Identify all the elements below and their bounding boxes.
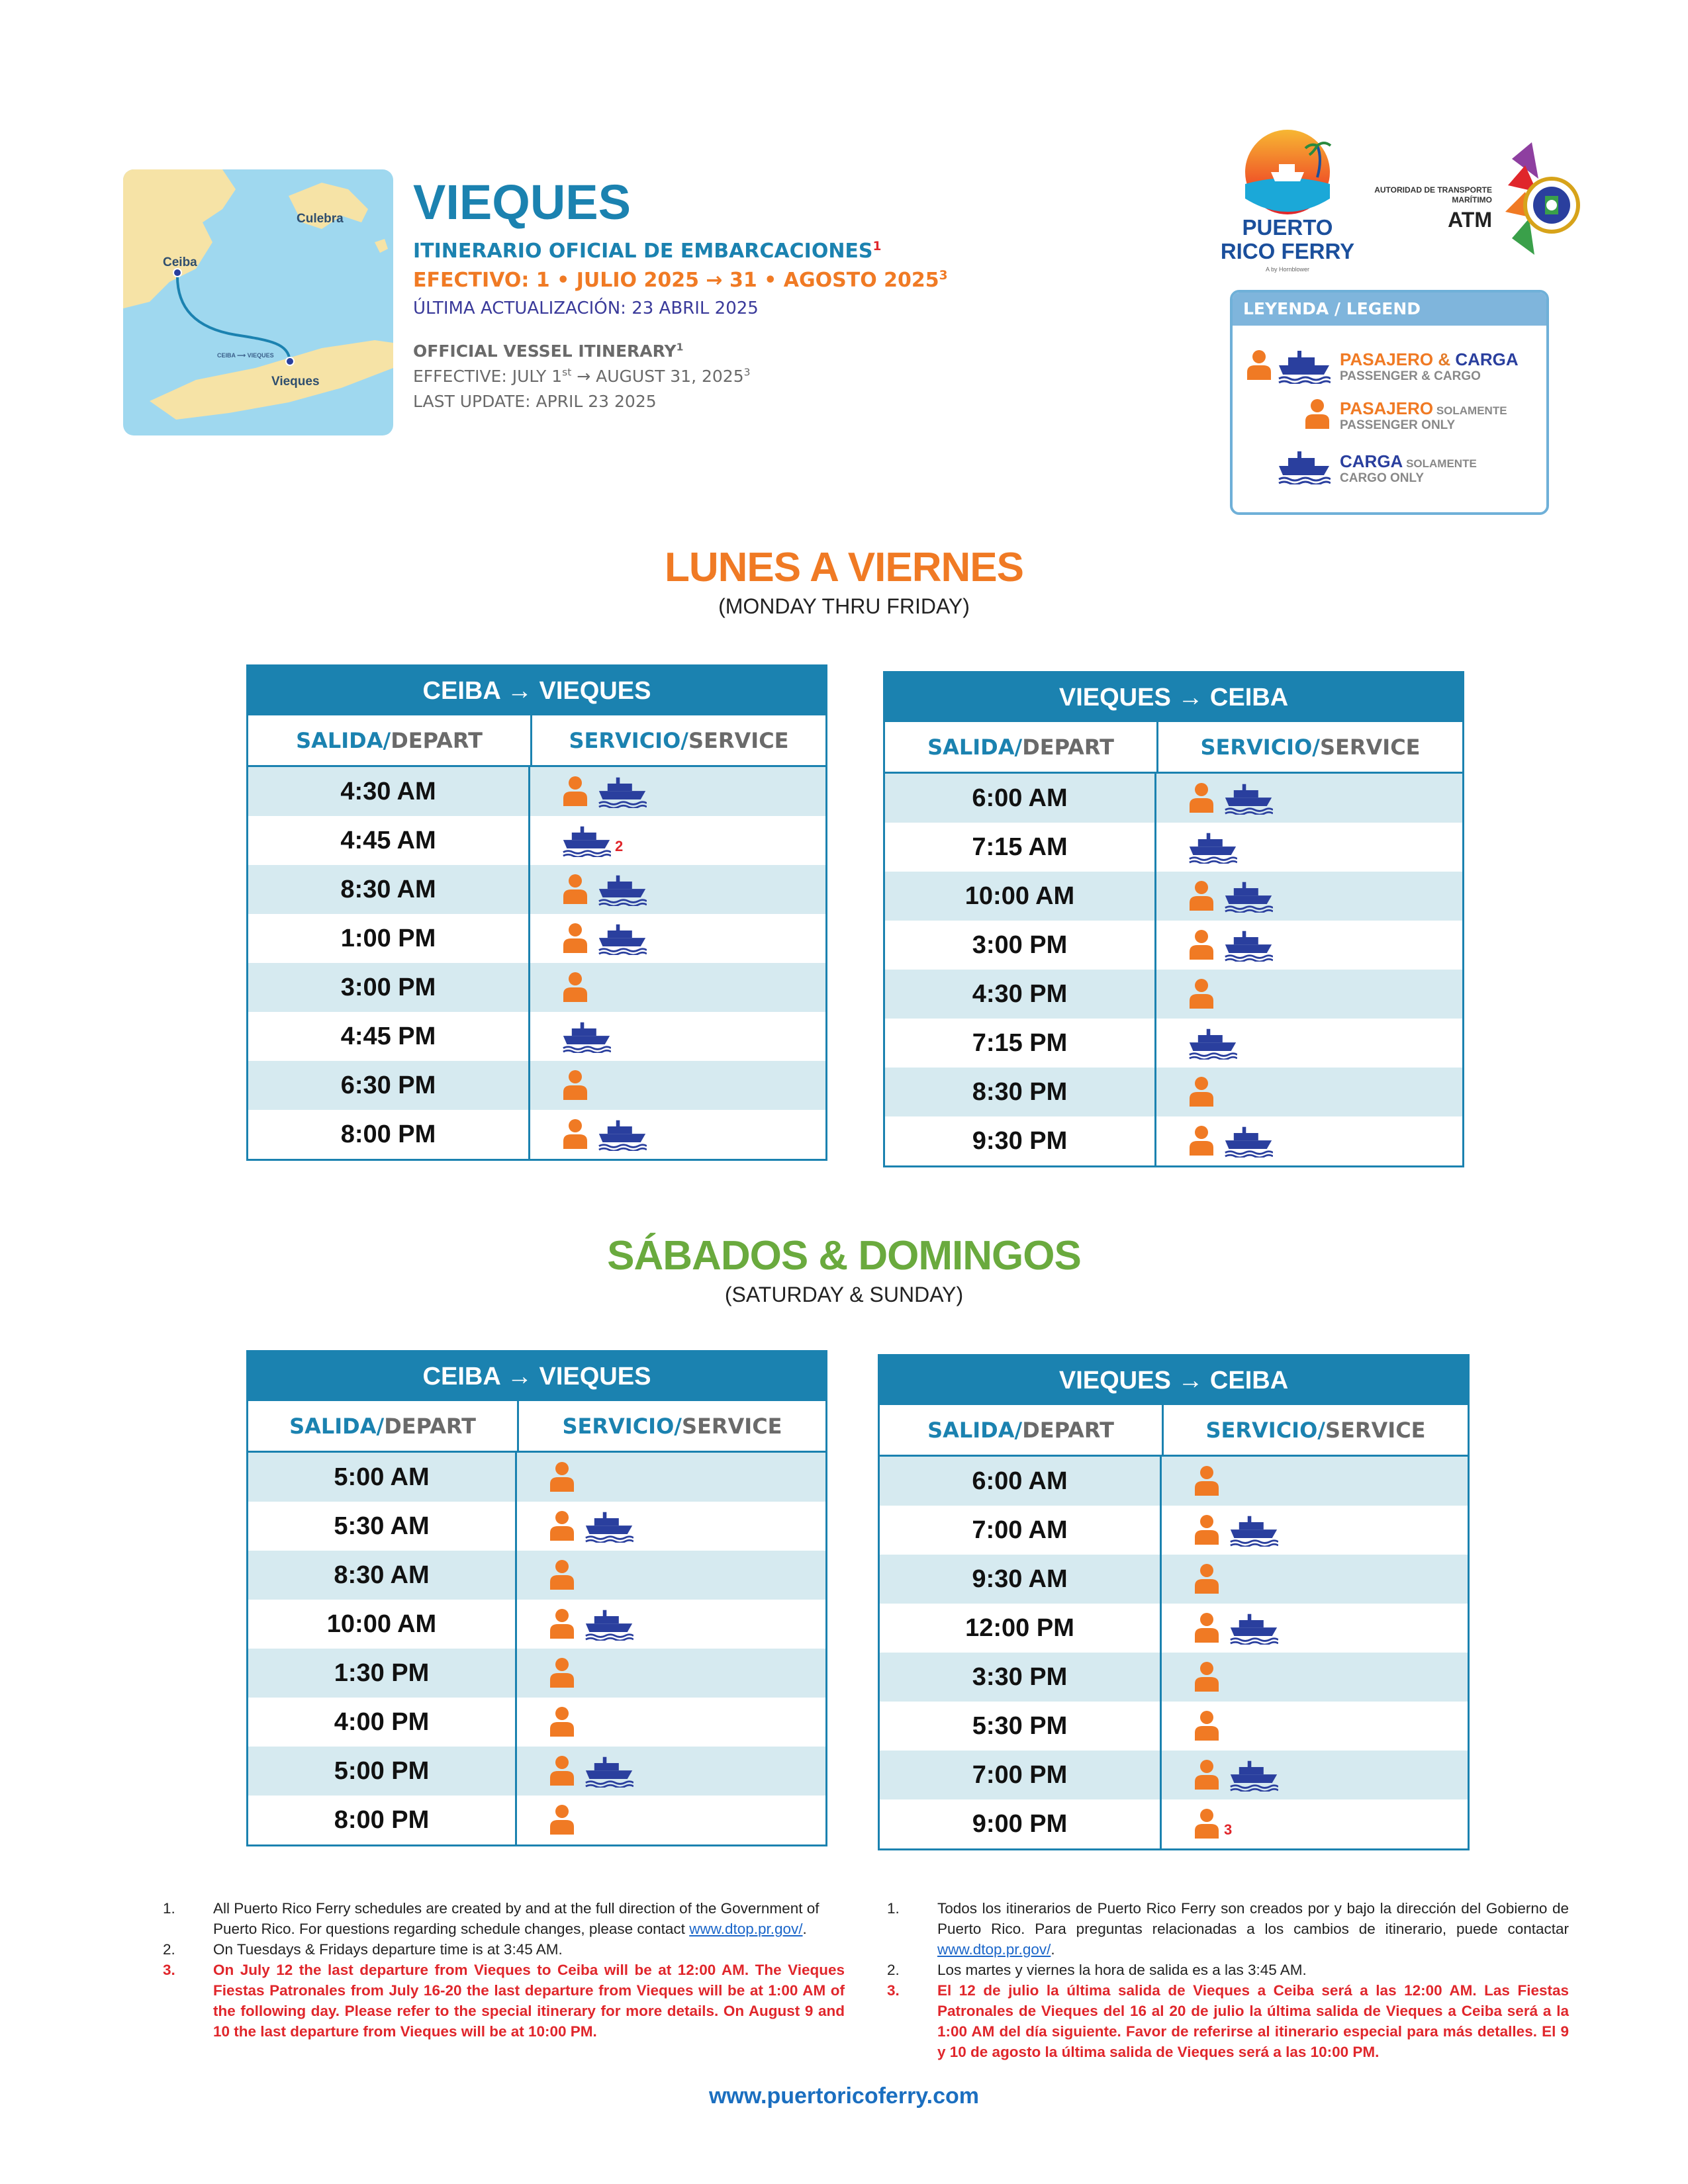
passenger-icon: [562, 972, 588, 1003]
departure-time: 12:00 PM: [880, 1604, 1162, 1653]
prf-logo-text: PUERTO RICO FERRY: [1220, 215, 1355, 263]
footnote-1: 1. All Puerto Rico Ferry schedules are created by and at the full direction of the Government of Puerto Rico. For questions regarding schedule changes, please contact www.dtop.pr.gov/.: [163, 1900, 820, 1937]
effective-en: EFFECTIVE: JULY 1st → AUGUST 31, 2025$^3$: [413, 366, 751, 386]
table-row: [248, 1600, 825, 1649]
update-es: ÚLTIMA ACTUALIZACIÓN: 23 ABRIL 2025: [413, 298, 759, 318]
footnotes-en: [163, 1898, 845, 2042]
passenger-icon: [1188, 1125, 1215, 1157]
service-cell: [1156, 970, 1215, 1019]
table-row: [248, 1796, 825, 1844]
table-row: [248, 1698, 825, 1747]
map-label-route: CEIBA ⟶ VIEQUES: [217, 352, 274, 359]
col-service-header: SERVICIO / SERVICE: [1156, 722, 1462, 772]
dtop-link[interactable]: www.dtop.pr.gov/: [937, 1941, 1051, 1958]
table-row: [248, 1012, 825, 1061]
departure-time: 3:00 PM: [885, 921, 1156, 970]
puerto-rico-ferry-logo: [1218, 126, 1357, 285]
service-cell: [1162, 1506, 1278, 1555]
cargo-ship-icon: [1278, 449, 1331, 484]
service-cell: [1162, 1457, 1220, 1506]
footnote-ref: 2: [615, 838, 624, 854]
passenger-icon: [1246, 349, 1272, 381]
legend-title: LEYENDA / LEGEND: [1233, 293, 1546, 326]
weekday-title: LUNES A VIERNES: [665, 545, 1023, 590]
departure-time: 8:30 AM: [248, 865, 530, 914]
cargo-ship-icon: [1229, 1514, 1278, 1547]
table-row: [248, 1551, 825, 1600]
passenger-icon: [1194, 1808, 1220, 1840]
passenger-icon: [1188, 929, 1215, 961]
cargo-ship-icon: [1224, 1124, 1273, 1158]
effective-es: EFECTIVO: 1 • JULIO 2025 → 31 • AGOSTO 2025$^3$: [413, 269, 948, 292]
table-row: [885, 872, 1462, 921]
service-cell: [1156, 1116, 1273, 1165]
departure-time: 10:00 AM: [885, 872, 1156, 921]
footnote-3: 3. El 12 de julio la última salida de Vieques a Ceiba será a las 12:00 AM. Las Fiestas Patronales de Vieques del 16 al 20 de julio la última salida de Vieques a Ceiba será a la 1:00 AM del día siguiente. Favor de referirse al itinerario especial para más detalles. El 9 y 10 de agosto la última salida de Vieques será a las 10:00 PM.: [887, 1982, 1569, 2060]
footnote-2: 2. On Tuesdays & Fridays departure time is at 3:45 AM.: [163, 1941, 563, 1958]
legend-both-label: PASAJERO & CARGA: [1340, 349, 1519, 369]
map-label-culebra: Culebra: [297, 212, 344, 226]
departure-time: 3:00 PM: [248, 963, 530, 1012]
table-row: [248, 914, 825, 963]
footnote-ref: 3: [1224, 1821, 1233, 1838]
table-row: [885, 921, 1462, 970]
table-header-row: [248, 715, 825, 767]
cargo-ship-icon: [1224, 929, 1273, 962]
service-cell: [530, 767, 647, 816]
atm-logo: [1357, 139, 1595, 271]
table-row: [880, 1653, 1468, 1702]
departure-time: 4:45 PM: [248, 1012, 530, 1061]
passenger-icon: [549, 1657, 575, 1689]
col-depart-header: SALIDA / DEPART: [927, 1417, 1114, 1443]
route-map: [123, 169, 393, 435]
passenger-icon: [562, 776, 588, 807]
passenger-icon: [549, 1510, 575, 1542]
legend-cargo-label: CARGA SOLAMENTE: [1340, 451, 1477, 471]
service-cell: [1162, 1702, 1220, 1751]
service-cell: [517, 1649, 575, 1698]
cargo-ship-icon: [562, 824, 611, 857]
service-cell: [1156, 774, 1273, 823]
table-title: CEIBA → VIEQUES: [248, 1352, 825, 1401]
title-block: [413, 177, 1009, 414]
passenger-icon: [549, 1608, 575, 1640]
departure-time: 7:15 PM: [885, 1019, 1156, 1068]
cargo-ship-icon: [1188, 1026, 1237, 1060]
footnotes-es: [887, 1898, 1569, 2062]
service-cell: [1156, 1019, 1237, 1068]
service-cell: [1156, 823, 1237, 872]
page-title: VIEQUES: [413, 175, 631, 230]
table-title: VIEQUES → CEIBA: [885, 673, 1462, 722]
service-cell: [517, 1600, 633, 1649]
table-row: [248, 1649, 825, 1698]
passenger-icon: [1194, 1514, 1220, 1546]
departure-time: 4:30 AM: [248, 767, 530, 816]
itinerary-en: OFFICIAL VESSEL ITINERARY$^1$: [413, 341, 684, 361]
col-service-header: SERVICIO / SERVICE: [517, 1401, 825, 1451]
table-row: [248, 1502, 825, 1551]
cargo-ship-icon: [598, 775, 647, 808]
departure-time: 7:00 PM: [880, 1751, 1162, 1799]
table-title: VIEQUES → CEIBA: [880, 1356, 1468, 1405]
departure-time: 8:30 AM: [248, 1551, 517, 1600]
departure-time: 4:00 PM: [248, 1698, 517, 1747]
table-row: [880, 1555, 1468, 1604]
table-row: [880, 1506, 1468, 1555]
service-cell: [1162, 1604, 1278, 1653]
map-label-ceiba: Ceiba: [163, 255, 197, 269]
cargo-ship-icon: [598, 922, 647, 955]
weekday-subtitle: (MONDAY THRU FRIDAY): [718, 594, 970, 618]
passenger-icon: [1188, 880, 1215, 912]
departure-time: 5:00 PM: [248, 1747, 517, 1796]
cargo-ship-icon: [585, 1754, 633, 1788]
passenger-icon: [1194, 1465, 1220, 1497]
passenger-icon: [549, 1706, 575, 1738]
cargo-ship-icon: [585, 1510, 633, 1543]
passenger-icon: [549, 1559, 575, 1591]
departure-time: 9:30 AM: [880, 1555, 1162, 1604]
table-row: [248, 767, 825, 816]
table-row: [248, 1061, 825, 1110]
table-row: [880, 1751, 1468, 1799]
departure-time: 5:30 PM: [880, 1702, 1162, 1751]
cargo-ship-icon: [562, 1020, 611, 1053]
passenger-icon: [562, 874, 588, 905]
table-header-row: [248, 1401, 825, 1453]
cargo-ship-icon: [1224, 782, 1273, 815]
service-cell: [530, 816, 623, 865]
passenger-icon: [1194, 1661, 1220, 1693]
weekday-ceiba-vieques-table: [246, 664, 827, 1161]
passenger-icon: [562, 1118, 588, 1150]
legend-box: [1230, 290, 1549, 515]
cargo-ship-icon: [1229, 1758, 1278, 1792]
departure-time: 7:00 AM: [880, 1506, 1162, 1555]
cargo-ship-icon: [598, 1118, 647, 1151]
table-row: [248, 1453, 825, 1502]
passenger-icon: [549, 1461, 575, 1493]
legend-cargo-en: CARGO ONLY: [1340, 471, 1425, 485]
legend-passenger-en: PASSENGER ONLY: [1340, 418, 1456, 432]
departure-time: 1:00 PM: [248, 914, 530, 963]
website-link[interactable]: www.puertoricoferry.com: [708, 2083, 980, 2109]
table-row: [885, 1068, 1462, 1116]
service-cell: [530, 963, 588, 1012]
passenger-icon: [1188, 1076, 1215, 1108]
departure-time: 4:30 PM: [885, 970, 1156, 1019]
service-cell: [517, 1698, 575, 1747]
col-depart-header: SALIDA / DEPART: [296, 727, 483, 753]
departure-time: 5:00 AM: [248, 1453, 517, 1502]
footnote-1: 1. Todos los itinerarios de Puerto Rico Ferry son creados por y bajo la dirección del Gobierno de Puerto Rico. Para preguntas relacionadas a los cambios de itinerario, puede contactar www.dtop.pr.gov/.: [887, 1900, 1569, 1958]
legend-both-en: PASSENGER & CARGO: [1340, 369, 1481, 383]
departure-time: 10:00 AM: [248, 1600, 517, 1649]
cargo-ship-icon: [1278, 348, 1331, 384]
table-row: [885, 774, 1462, 823]
table-row: [885, 1116, 1462, 1165]
cargo-ship-icon: [1229, 1612, 1278, 1645]
col-depart-header: SALIDA / DEPART: [927, 734, 1114, 760]
atm-logo-small: AUTORIDAD DE TRANSPORTE MARÍTIMO: [1374, 185, 1492, 205]
prf-logo-sub: A by Hornblower: [1265, 266, 1310, 273]
departure-time: 8:00 PM: [248, 1110, 530, 1159]
table-title: CEIBA → VIEQUES: [248, 666, 825, 715]
passenger-icon: [1188, 782, 1215, 814]
footnote-2: 2. Los martes y viernes la hora de salida es a las 3:45 AM.: [887, 1962, 1307, 1978]
weekend-subtitle: (SATURDAY & SUNDAY): [724, 1283, 964, 1306]
departure-time: 4:45 AM: [248, 816, 530, 865]
service-cell: [1162, 1751, 1278, 1799]
service-cell: [1162, 1653, 1220, 1702]
col-service-header: SERVICIO / SERVICE: [530, 715, 825, 765]
service-cell: [517, 1796, 575, 1844]
service-cell: [517, 1502, 633, 1551]
departure-time: 9:30 PM: [885, 1116, 1156, 1165]
service-cell: [517, 1551, 575, 1600]
departure-time: 8:30 PM: [885, 1068, 1156, 1116]
departure-time: 7:15 AM: [885, 823, 1156, 872]
service-cell: [1156, 872, 1273, 921]
weekday-vieques-ceiba-table: [883, 671, 1464, 1167]
dtop-link[interactable]: www.dtop.pr.gov/: [689, 1921, 803, 1937]
passenger-icon: [1194, 1710, 1220, 1742]
table-row: [880, 1604, 1468, 1653]
passenger-icon: [1194, 1563, 1220, 1595]
departure-time: 8:00 PM: [248, 1796, 517, 1844]
cargo-ship-icon: [598, 873, 647, 906]
table-row: [880, 1702, 1468, 1751]
departure-time: 6:00 AM: [885, 774, 1156, 823]
passenger-icon: [562, 923, 588, 954]
departure-time: 6:00 AM: [880, 1457, 1162, 1506]
cargo-ship-icon: [1224, 880, 1273, 913]
atm-emblem-icon: [1499, 139, 1591, 265]
service-cell: [530, 1061, 588, 1110]
departure-time: 9:00 PM: [880, 1799, 1162, 1848]
table-row: [248, 816, 825, 865]
service-cell: [517, 1747, 633, 1796]
table-header-row: [880, 1405, 1468, 1457]
weekend-title: SÁBADOS & DOMINGOS: [607, 1233, 1081, 1279]
table-row: [248, 963, 825, 1012]
table-row: [248, 1747, 825, 1796]
passenger-icon: [1194, 1759, 1220, 1791]
service-cell: [530, 1012, 611, 1061]
atm-logo-text: ATM: [1448, 208, 1492, 232]
update-en: LAST UPDATE: APRIL 23 2025: [413, 392, 657, 411]
departure-time: 1:30 PM: [248, 1649, 517, 1698]
cargo-ship-icon: [585, 1608, 633, 1641]
ferry-logo-icon: [1218, 126, 1357, 218]
table-row: [885, 970, 1462, 1019]
passenger-icon: [549, 1804, 575, 1836]
itinerary-es: ITINERARIO OFICIAL DE EMBARCACIONES$^1$: [413, 240, 882, 263]
legend-passenger-label: PASAJERO SOLAMENTE: [1340, 398, 1507, 418]
map-label-vieques: Vieques: [271, 375, 320, 388]
departure-time: 6:30 PM: [248, 1061, 530, 1110]
passenger-icon: [562, 1069, 588, 1101]
cargo-ship-icon: [1188, 831, 1237, 864]
table-row: [880, 1799, 1468, 1848]
service-cell: [530, 865, 647, 914]
service-cell: [1162, 1799, 1232, 1848]
weekend-vieques-ceiba-table: [878, 1354, 1470, 1850]
table-row: [885, 823, 1462, 872]
service-cell: [517, 1453, 575, 1502]
passenger-icon: [1188, 978, 1215, 1010]
departure-time: 3:30 PM: [880, 1653, 1162, 1702]
map-graphic: [123, 169, 393, 435]
col-service-header: SERVICIO / SERVICE: [1162, 1405, 1468, 1455]
service-cell: [530, 914, 647, 963]
service-cell: [1156, 1068, 1215, 1116]
table-row: [248, 865, 825, 914]
weekend-ceiba-vieques-table: [246, 1350, 827, 1846]
service-cell: [1156, 921, 1273, 970]
service-cell: [1162, 1555, 1220, 1604]
table-row: [248, 1110, 825, 1159]
table-row: [880, 1457, 1468, 1506]
table-header-row: [885, 722, 1462, 774]
footnote-3: 3. On July 12 the last departure from Vieques to Ceiba will be at 12:00 AM. The Vieques Fiestas Patronales from July 16-20 the last departure from Vieques will be at 1:00 AM of the following day. Please refer to the special itinerary for more details. On August 9 and 10 the last departure from Vieques will be at 10:00 PM.: [163, 1962, 845, 2040]
passenger-icon: [549, 1755, 575, 1787]
departure-time: 5:30 AM: [248, 1502, 517, 1551]
passenger-icon: [1194, 1612, 1220, 1644]
table-row: [885, 1019, 1462, 1068]
col-depart-header: SALIDA / DEPART: [289, 1413, 476, 1439]
passenger-icon: [1304, 398, 1331, 430]
service-cell: [530, 1110, 647, 1159]
